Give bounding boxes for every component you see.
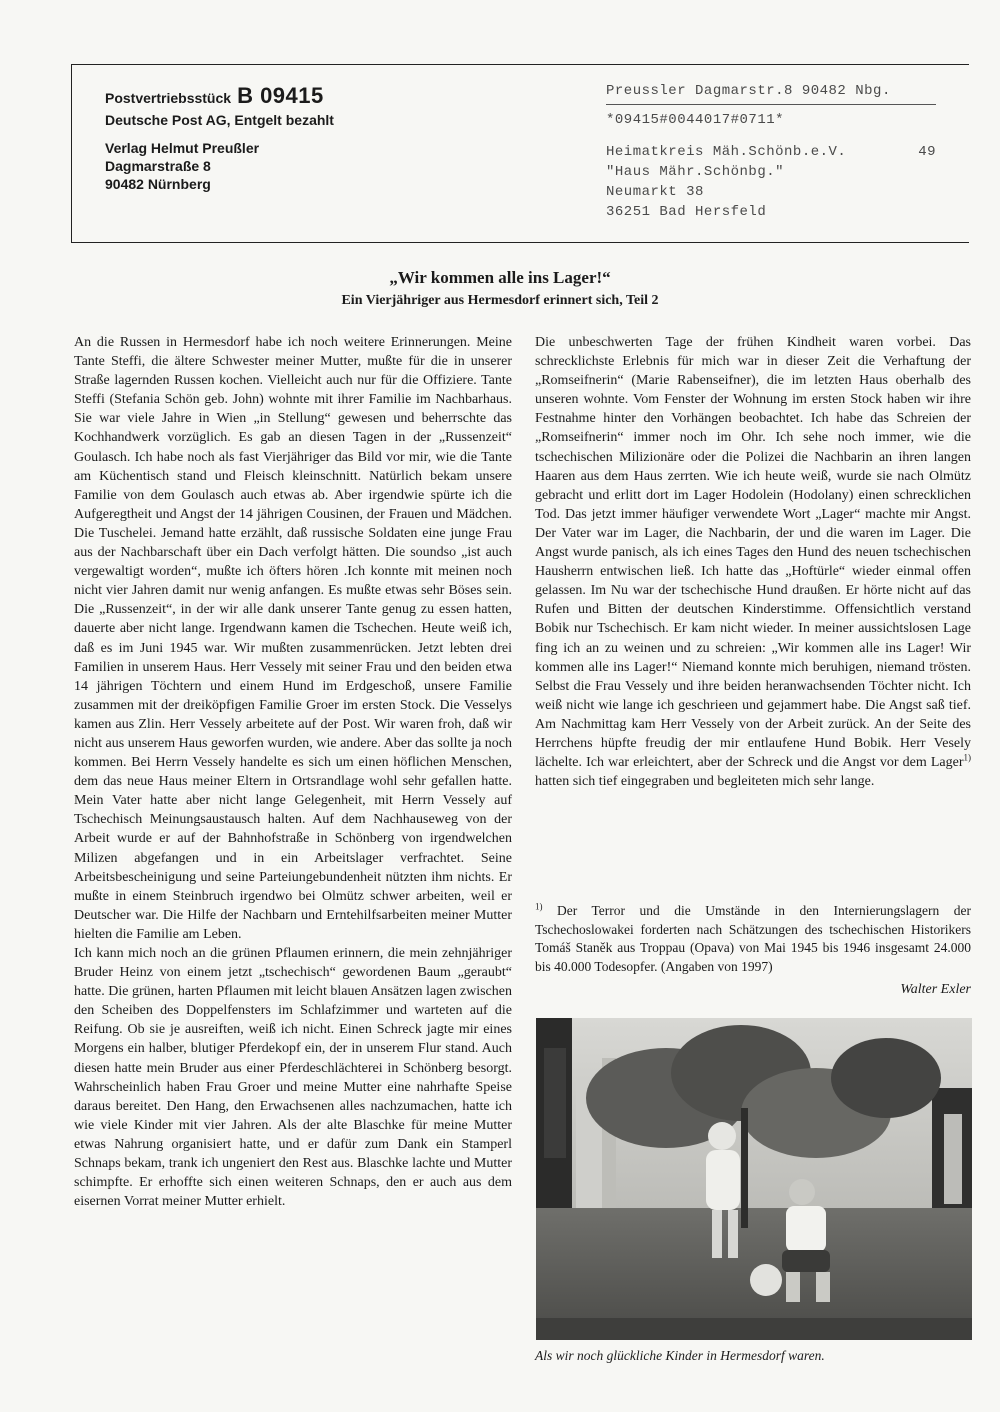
recipient-line-1: Heimatkreis Mäh.Schönb.e.V. <box>606 144 847 160</box>
photo <box>536 1018 972 1340</box>
photo-children-garden <box>536 1018 972 1340</box>
footnote-text: Der Terror und die Umstände in den Internierungslagern der Tschechoslowakei forderten nach Schätzungen des tschechischen Historikers Tomáš Staněk aus Troppau (Opava) von Mai 1945 bis 1946 insgesamt 24.000 bis 40.000 Todesopfer. (Angaben von 1997) <box>535 903 971 974</box>
right-column <box>535 333 971 791</box>
recipient-line-3: Neumarkt 38 <box>606 184 704 200</box>
pvs-line <box>105 83 334 108</box>
author-signature: Walter Exler <box>900 982 971 997</box>
return-address-line: Preussler Dagmarstr.8 90482 Nbg. <box>606 83 891 99</box>
publisher-name: Verlag Helmut Preußler <box>105 140 260 156</box>
footnote <box>535 902 971 976</box>
article-subtitle: Ein Vierjähriger aus Hermesdorf erinnert sich, Teil 2 <box>341 293 659 308</box>
recipient-number: 49 <box>918 144 936 160</box>
right-text-before-note: Die unbeschwerten Tage der frühen Kindheit waren vorbei. Das schrecklichste Erlebnis für mich war in dieser Zeit die Verhaftung der „Romseifnerin“ (Marie Rabenseifner), die im letzten Haus oberhalb des unseren wohnte. Vom Fenster der Wohnung im ersten Stock haben wir ihre Festnahme hinter den Vorhängen beobachtet. Ich habe das Schreien der „Romseifnerin“ immer noch im Ohr. Ich sehe noch immer, wie die tschechischen Milizionäre oder die Polizei die Nachbarin an ihren langen Haaren aus dem Haus zerrten. Wie ich heute weiß, wurde sie nach Olmütz gebracht und erlitt dort im Lager Hodolein (Hodolany) einen schrecklichen Tod. Das jetzt immer häufiger verwendete Wort „Lager“ machte mir Angst. Der Vater war im Lager, die Nachbarin, der und die waren im Lager. Die Angst wurde panisch, als ich eines Tages den Hund des neuen tschechischen Hausherrn entwischen ließ. Ich hatte das „Hoftürle“ wieder einmal offen gelassen. Im Nu war der tschechische Hund draußen. Er hörte nicht auf das Rufen und Bitten der deutschen Kinderstimme. Offensichtlich verstand Bobik nur Tschechisch. Er kam nicht wieder. In meiner aussichtslosen Lage fing ich an zu weinen und zu schreien: „Wir kommen alle ins Lager! Wir kommen alle ins Lager!“ Niemand konnte mich beruhigen, niemand trösten. Selbst die Frau Vessely und ihre beiden heranwachsenden Töchter nicht. Ich weiß nicht wie lange ich geschrieen und gejammert habe. Die Angst saß tief. Am Nachmittag kam Herr Vessely von der Arbeit zurück. An der Seite des Herrchens hüpfte freudig der mir entlaufene Hund Bobik. Herr Vesely lächelte. Ich war erleichtert, aber der Schreck und die Angst vor dem Lager <box>535 335 971 771</box>
mailing-box <box>71 64 969 243</box>
sender-block <box>105 83 334 193</box>
address-divider <box>606 104 936 105</box>
photo-caption: Als wir noch glückliche Kinder in Hermesdorf waren. <box>535 1348 825 1363</box>
left-paragraph-2: Ich kann mich noch an die grünen Pflaumen erinnern, die mein zehnjähriger Bruder Heinz von einem jetzt „tschechisch“ gewordenen Baum „geraubt“ hatte. Die grünen, harten Pflaumen mit leicht blauen Ansätzen lagen zwischen den Scheiben des Doppelfensters im Schlafzimmer und warteten auf die Reifung. Ob sie je ausreiften, weiß ich nicht. Einen Schreck jagte mir eines Morgens ein halber, blutiger Pferdekopf ein, der in unserem Flur stand. Auch diesen hatte mein Bruder aus einer Pferdeschlächterei in Schönberg besorgt. Wahrscheinlich haben Frau Groer und meine Mutter eine nahrhafte Speise daraus bereitet. Den Hang, den Erwachsenen alles nachzumachen, hatte ich wie viele Kinder mit vier Jahren. Als der alte Blaschke für meine Mutter etwas Nahrung organisiert hatte, und er dafür zum Dank ein Stamperl Schnaps bekam, trank ich ungeniert den Rest aus. Blaschke lachte und Mutter schimpfte. Er erhoffte sich einen weiteren Schnaps, den er auch aus dem eisernen Vorrat meiner Mutter erhielt. <box>74 946 512 1210</box>
article-title: „Wir kommen alle ins Lager!“ <box>389 268 611 287</box>
footnote-marker: 1) <box>535 901 543 912</box>
left-paragraph-1: An die Russen in Hermesdorf habe ich noch weitere Erinnerungen. Meine Tante Steffi, die ältere Schwester meiner Mutter, mußte für die in unserer Straße lagernden Russen kochen. Vielleicht auch nur für die Offiziere. Tante Steffi (Stefania Schön geb. John) wohnte mit ihrer Familie im Nachbarhaus. Sie war viele Jahre in Wien „in Stellung“ gewesen und beherrschte das Kochhandwerk vorzüglich. Es gab an diesen Tagen in der „Russenzeit“ Goulasch. Ich habe noch als fast Vierjähriger das Bild vor mir, wie die Tante am Küchentisch stand und Fleisch kleinschnitt. Natürlich bekam unsere Familie von dem Goulasch auch etwas ab. Aber irgendwie spürte ich die Aufgeregtheit und Angst der 14 jährigen Cousinen, der Frauen und Mädchen. Die Tuschelei. Jemand hatte erzählt, daß russische Soldaten eine junge Frau aus der Nachbarschaft über ein Dach verfolgt hätten. Die soundso „ist auch vergewaltigt worden“, mußte ich öfters hören .Ich konnte mit meinen noch nicht vier Jahren damit nur wenig anfangen. Es mußte etwas sehr Böses sein. Die „Russenzeit“, in der wir alle dank unserer Tante genug zu essen hatten, dauerte aber nicht lange. Irgendwann kamen die Tschechen. Heute weiß ich, daß es im Juni 1945 war. Wir mußten zusammenrücken. Jetzt lebten drei Familien in unserem Haus. Herr Vessely mit seiner Frau und den beiden etwa 14 jährigen Töchtern und einem Hund im Erdgeschoß, unsere Familie zusammen mit der dreiköpfigen Familie Groer im ersten Stock. Die Vesselys kamen aus Zlin. Herr Vessely arbeitete auf der Post. Wir waren froh, daß wir nicht aus unserem Haus geworfen wurden, wie andere. Aber das sollte ja noch kommen. Bei Herrn Vessely handelte es sich um einen höflichen Menschen, dem das neue Haus meiner Eltern in Ortsrandlage wohl sehr gefallen hatte. Mein Vater hatte aber nicht lange Gelegenheit, mit Herrn Vessely auf Tschechisch Meinungsaustausch halten. Auf dem Nachhauseweg von der Arbeit wurde er auf der Bahnhofstraße in Schönberg von irgendwelchen Milizen abgefangen und in ein Arbeitslager verfrachtet. Seine Arbeitsbescheinigung und seine Parteiungebundenheit nützten ihm nichts. Er mußte in einem Steinbruch irgendwo bei Olmütz schwer arbeiten, weil er Deutscher war. Die Hilfe der Nachbarn und Erntehilfsarbeiten meiner Mutter hielten die Familie am Leben. <box>74 335 512 942</box>
footnote-reference: 1) <box>963 752 971 763</box>
recipient-line-4: 36251 Bad Hersfeld <box>606 204 767 220</box>
pvs-label: Postvertriebsstück <box>105 90 232 106</box>
publisher-city: 90482 Nürnberg <box>105 176 211 192</box>
pvs-number: B 09415 <box>237 83 324 108</box>
barcode-text-line: *09415#0044017#0711* <box>606 112 785 128</box>
postage-line: Deutsche Post AG, Entgelt bezahlt <box>105 112 334 128</box>
recipient-line-2: "Haus Mähr.Schönbg." <box>606 164 785 180</box>
publisher-street: Dagmarstraße 8 <box>105 158 211 174</box>
right-paragraph <box>535 333 971 791</box>
article-headline <box>0 268 1000 309</box>
address-label <box>606 81 936 222</box>
left-column <box>74 333 512 1211</box>
right-text-after-note: hatten sich tief eingegraben und begleiteten mich sehr lange. <box>535 774 875 790</box>
